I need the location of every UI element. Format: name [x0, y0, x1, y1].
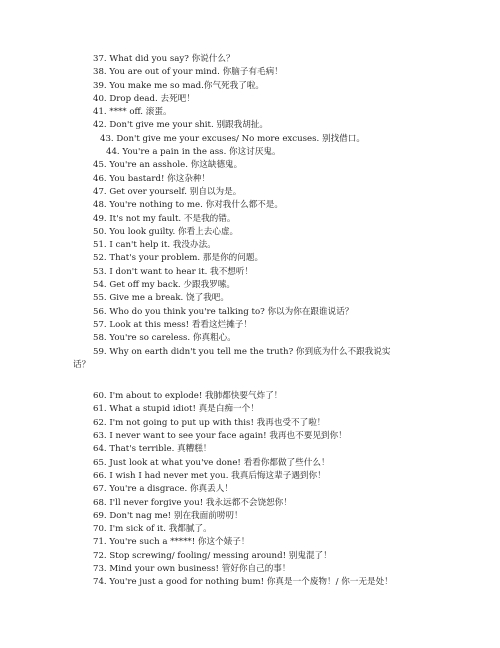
- item-text: I'm sick of it. 我都腻了。: [109, 524, 212, 535]
- list-item: [0, 563, 500, 576]
- list-item: [0, 119, 500, 132]
- list-item: [0, 93, 500, 106]
- item-text: I'm not going to put up with this! 我再也受不了啦！: [109, 417, 326, 428]
- item-number: 68.: [93, 497, 107, 508]
- list-item: [0, 53, 500, 66]
- item-number: 51.: [93, 240, 107, 251]
- item-text: It's not my fault. 不是我的错。: [109, 213, 236, 224]
- item-number: 45.: [93, 160, 107, 171]
- item-text: Get over yourself. 别自以为是。: [109, 186, 242, 197]
- list-item: [0, 550, 500, 563]
- item-number: 64.: [93, 444, 107, 455]
- list-item: [0, 483, 500, 496]
- item-text: Why on earth didn't you tell me the truth? 你到底为什么不跟我说实: [109, 346, 391, 357]
- list-item: [0, 332, 500, 345]
- item-text: You're such a *****! 你这个婊子！: [109, 537, 250, 548]
- item-number: 60.: [93, 391, 107, 402]
- item-text: What did you say? 你说什么？: [109, 54, 235, 64]
- item-text: Look at this mess! 看看这烂摊子！: [109, 319, 252, 330]
- list-item: [0, 497, 500, 510]
- item-text: You bastard! 你这杂种！: [109, 173, 211, 184]
- item-text: Give me a break. 饶了我吧。: [109, 293, 229, 304]
- phrase-list: [0, 53, 500, 590]
- item-number: 72.: [93, 550, 107, 561]
- list-item: [0, 239, 500, 252]
- list-item: [0, 186, 500, 199]
- item-number: 70.: [93, 524, 107, 535]
- item-text: I'll never forgive you! 我永远都不会饶恕你！: [109, 497, 292, 508]
- list-item: [0, 106, 500, 119]
- item-text: You're an asshole. 你这缺德鬼。: [109, 160, 243, 171]
- item-number: 39.: [93, 80, 107, 91]
- list-item: [0, 173, 500, 186]
- list-item: [0, 266, 500, 279]
- item-number: 63.: [93, 431, 107, 442]
- item-number: 71.: [93, 537, 107, 548]
- item-text: I wish I had never met you. 我真后悔这辈子遇到你！: [109, 470, 326, 481]
- item-number: 57.: [93, 319, 107, 330]
- list-item: [0, 510, 500, 523]
- item-text: That's terrible. 真糟糕！: [109, 444, 212, 455]
- item-number: 67.: [93, 484, 107, 495]
- item-text: You look guilty. 你看上去心虚。: [109, 226, 239, 237]
- list-item-59: [0, 346, 500, 373]
- item-text: Don't nag me! 别在我面前唠叨！: [109, 510, 243, 521]
- item-number: 50.: [93, 226, 107, 237]
- list-item: [0, 133, 500, 146]
- list-item: [0, 252, 500, 265]
- item-number: 49.: [93, 213, 107, 224]
- item-text: You're a disgrace. 你真丢人！: [109, 484, 233, 495]
- list-item: [0, 536, 500, 549]
- list-item: [0, 199, 500, 212]
- item-text: Mind your own business! 管好你自己的事！: [109, 563, 291, 574]
- list-item: [0, 523, 500, 536]
- list-item: [0, 80, 500, 93]
- item-number: 56.: [93, 306, 107, 317]
- item-number: 73.: [93, 563, 107, 574]
- item-text: That's your problem. 那是你的问题。: [109, 253, 264, 264]
- list-item: [0, 279, 500, 292]
- item-number: 55.: [93, 293, 107, 304]
- item-number: 69.: [93, 510, 107, 521]
- list-item: [0, 457, 500, 470]
- list-item: [0, 390, 500, 403]
- item-number: 52.: [93, 253, 107, 264]
- item-number: 37.: [93, 54, 107, 64]
- item-number: 61.: [93, 404, 107, 415]
- item-text: You're so careless. 你真粗心。: [109, 333, 236, 344]
- list-item: [0, 417, 500, 430]
- item-number: 43.: [100, 133, 114, 144]
- list-item: [0, 66, 500, 79]
- item-number: 66.: [93, 470, 107, 481]
- item-text: I'm about to explode! 我肺都快要气炸了！: [109, 391, 283, 402]
- item-text: **** off. 滚蛋。: [109, 107, 172, 118]
- list-item: [0, 226, 500, 239]
- list-item: [0, 403, 500, 416]
- item-text: You're just a good for nothing bum! 你真是一个废物！/ 你一无是处！: [109, 577, 393, 588]
- item-number: 41.: [93, 107, 107, 118]
- list-item: [0, 443, 500, 456]
- list-item: [0, 146, 500, 159]
- item-number: 62.: [93, 417, 107, 428]
- item-number: 54.: [93, 280, 107, 291]
- list-item: [0, 213, 500, 226]
- item-number: 38.: [93, 67, 107, 78]
- item-number: 74.: [93, 577, 107, 588]
- item-text-continuation: 话？: [73, 359, 91, 370]
- item-number: 65.: [93, 457, 107, 468]
- item-number: 40.: [93, 93, 107, 104]
- item-number: 48.: [93, 200, 107, 211]
- phrase-section-one: [0, 53, 500, 346]
- item-text: Get off my back. 少跟我罗嗦。: [109, 280, 235, 291]
- phrase-section-two: [0, 390, 500, 589]
- item-text: Don't give me your excuses/ No more excuses. 别找借口。: [116, 133, 365, 144]
- item-text: Drop dead. 去死吧！: [109, 93, 195, 104]
- item-number: 47.: [93, 186, 107, 197]
- item-text: You're nothing to me. 你对我什么都不是。: [109, 200, 283, 211]
- list-item: [0, 319, 500, 332]
- item-text: You are out of your mind. 你脑子有毛病！: [109, 67, 283, 78]
- list-item: [0, 430, 500, 443]
- item-number: 53.: [93, 266, 107, 277]
- item-text: Just look at what you've done! 看看你都做了些什么！: [109, 457, 330, 468]
- item-text: I can't help it. 我没办法。: [109, 240, 216, 251]
- item-text: Stop screwing/ fooling/ messing around! 别鬼混了！: [109, 550, 332, 561]
- item-text: Who do you think you're talking to? 你以为你在跟谁说话？: [109, 306, 354, 317]
- list-item: [0, 292, 500, 305]
- item-text: What a stupid idiot! 真是白痴一个！: [109, 404, 259, 415]
- list-item: [0, 159, 500, 172]
- list-item: [0, 306, 500, 319]
- item-text: I don't want to hear it. 我不想听！: [109, 266, 254, 277]
- item-number: 44.: [106, 147, 120, 158]
- item-number: 46.: [93, 173, 107, 184]
- list-item: [0, 576, 500, 589]
- item-text: You make me so mad.你气死我了啦。: [109, 80, 265, 91]
- list-item: [0, 470, 500, 483]
- item-number: 59.: [93, 346, 107, 357]
- item-number: 42.: [93, 120, 107, 131]
- section-gap: [0, 372, 500, 390]
- item-number: 58.: [93, 333, 107, 344]
- item-text: Don't give me your shit. 别跟我胡扯。: [109, 120, 269, 131]
- item-text: I never want to see your face again! 我再也不要见到你！: [109, 431, 347, 442]
- item-text: You're a pain in the ass. 你这讨厌鬼。: [122, 147, 281, 158]
